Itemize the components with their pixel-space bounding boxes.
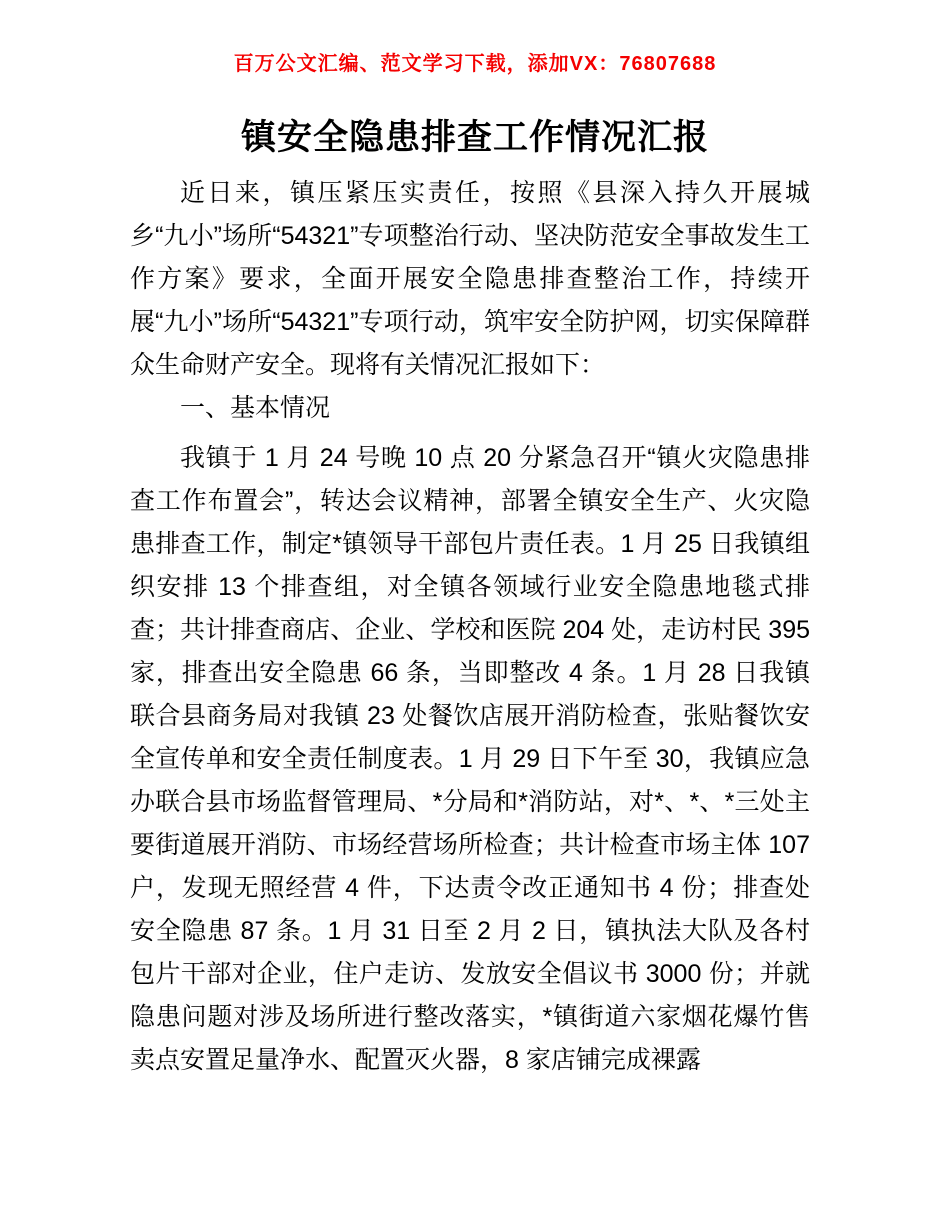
paragraph-intro: 近日来，镇压紧压实责任，按照《县深入持久开展城乡“九小”场所“54321”专项整治行动、坚决防范安全事故发生工作方案》要求，全面开展安全隐患排查整治工作，持续开展“九小”场所“54321”专项行动，筑牢安全防护网，切实保障群众生命财产安全。现将有关情况汇报如下： xyxy=(130,179,810,379)
document-title: 镇安全隐患排查工作情况汇报 xyxy=(240,118,709,157)
watermark-ad-text: 百万公文汇编、范文学习下载，添加VX：76807688 xyxy=(233,53,717,75)
paragraph-basic-situation: 我镇于 1 月 24 号晚 10 点 20 分紧急召开“镇火灾隐患排查工作布置会”，转达会议精神，部署全镇安全生产、火灾隐患排查工作，制定*镇领导干部包片责任表。1 月 25 日我镇组织安排 13 个排查组，对全镇各领域行业安全隐患地毯式排查；共计排查商店、企业、学校和医院 204 处，走访村民 395 家，排查出安全隐患 66 条，当即整改 4 条。1 月 28 日我镇联合县商务局对我镇 23 处餐饮店展开消防检查，张贴餐饮安全宣传单和安全责任制度表。1 月 29 日下午至 30，我镇应急办联合县市场监督管理局、*分局和*消防站，对*、*、*三处主要街道展开消防、市场经营场所检查；共计检查市场主体 107 户，发现无照经营 4 件，下达责令改正通知书 4 份；排查处安全隐患 87 条。1 月 31 日至 2 月 2 日，镇执法大队及各村包片干部对企业，住户走访、发放安全倡议书 3000 份；并就隐患问题对涉及场所进行整改落实，*镇街道六家烟花爆竹售卖点安置足量净水、配置灭火器，8 家店铺完成裸露 xyxy=(130,444,810,1074)
heading-basic-situation: 一、基本情况 xyxy=(180,394,331,422)
document-body xyxy=(130,172,810,1082)
